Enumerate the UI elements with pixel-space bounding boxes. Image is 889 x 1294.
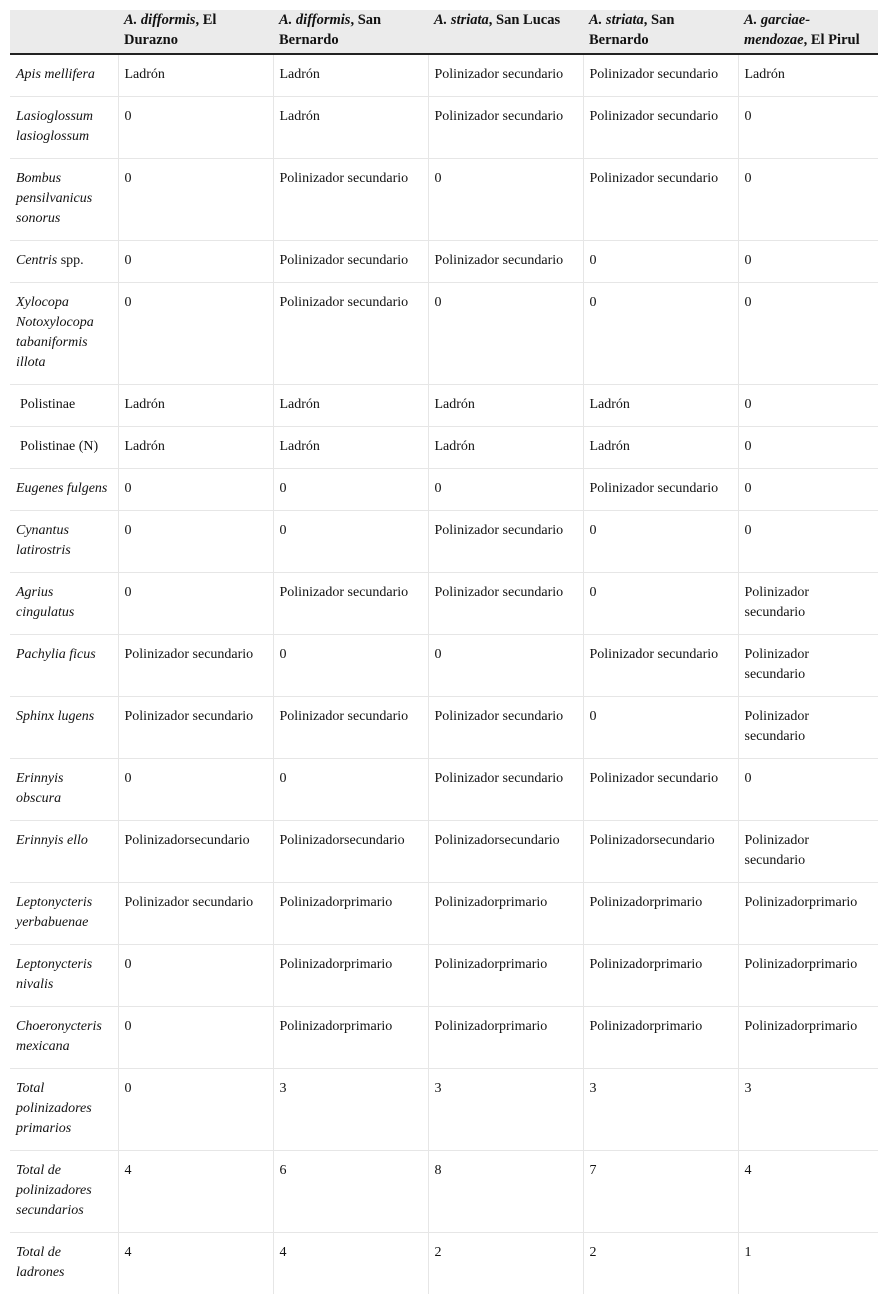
- value-cell: 0: [738, 427, 878, 469]
- total-value-cell: 8: [428, 1151, 583, 1233]
- value-cell: Polinizadorsecundario: [273, 821, 428, 883]
- table-row: [10, 54, 878, 97]
- value-cell: Polinizador secundario: [583, 97, 738, 159]
- table-row: [10, 469, 878, 511]
- value-cell: Polinizador secundario: [428, 54, 583, 97]
- total-label-cell: Total polinizadores primarios: [10, 1069, 118, 1151]
- table-row: [10, 635, 878, 697]
- species-name-cell: Eugenes fulgens: [10, 469, 118, 511]
- species-name-cell: Apis mellifera: [10, 54, 118, 97]
- header-species: A. garciae-mendozae: [744, 12, 810, 48]
- total-value-cell: 7: [583, 1151, 738, 1233]
- value-cell: Polinizadorprimario: [428, 945, 583, 1007]
- value-cell: 0: [583, 573, 738, 635]
- value-cell: 0: [583, 241, 738, 283]
- value-cell: Ladrón: [273, 54, 428, 97]
- value-cell: 0: [738, 241, 878, 283]
- value-cell: Ladrón: [273, 97, 428, 159]
- value-cell: Polinizadorprimario: [428, 1007, 583, 1069]
- value-cell: 0: [118, 945, 273, 1007]
- table-row: [10, 1007, 878, 1069]
- header-location: , San Bernardo: [589, 12, 674, 48]
- species-name-cell: Pachylia ficus: [10, 635, 118, 697]
- value-cell: Polinizador secundario: [738, 573, 878, 635]
- value-cell: Polinizadorsecundario: [428, 821, 583, 883]
- value-cell: 0: [738, 97, 878, 159]
- header-cell-1: [118, 10, 273, 54]
- total-value-cell: 1: [738, 1233, 878, 1294]
- table-row: [10, 159, 878, 241]
- value-cell: Polinizador secundario: [738, 635, 878, 697]
- species-name-cell: Lasioglossum lasioglossum: [10, 97, 118, 159]
- value-cell: Polinizador secundario: [738, 821, 878, 883]
- value-cell: 0: [273, 635, 428, 697]
- value-cell: Polinizador secundario: [583, 635, 738, 697]
- value-cell: 0: [118, 241, 273, 283]
- species-name-cell: Bombus pensilvanicus sonorus: [10, 159, 118, 241]
- value-cell: Ladrón: [273, 427, 428, 469]
- value-cell: 0: [118, 283, 273, 385]
- value-cell: Polinizadorsecundario: [583, 821, 738, 883]
- value-cell: Polinizador secundario: [273, 697, 428, 759]
- value-cell: Polinizadorprimario: [583, 945, 738, 1007]
- total-value-cell: 4: [118, 1233, 273, 1294]
- value-cell: Ladrón: [428, 385, 583, 427]
- value-cell: 0: [738, 511, 878, 573]
- species-name-cell: Cynantus latirostris: [10, 511, 118, 573]
- species-name-cell: Leptonycteris yerbabuenae: [10, 883, 118, 945]
- value-cell: 0: [118, 97, 273, 159]
- total-value-cell: 3: [428, 1069, 583, 1151]
- value-cell: Polinizadorprimario: [273, 883, 428, 945]
- species-name-cell: Xylocopa Notoxylocopa tabaniformis illota: [10, 283, 118, 385]
- value-cell: Polinizadorprimario: [738, 945, 878, 1007]
- value-cell: 0: [118, 159, 273, 241]
- species-suffix: spp.: [57, 253, 83, 268]
- value-cell: 0: [738, 385, 878, 427]
- value-cell: Polinizador secundario: [583, 759, 738, 821]
- value-cell: Polinizadorprimario: [583, 883, 738, 945]
- header-species: A. striata: [434, 12, 489, 28]
- value-cell: 0: [583, 511, 738, 573]
- species-genus: Centris: [16, 253, 57, 268]
- value-cell: Ladrón: [583, 427, 738, 469]
- table-row: [10, 697, 878, 759]
- species-name-cell: Erinnyis obscura: [10, 759, 118, 821]
- value-cell: 0: [738, 759, 878, 821]
- table-row: [10, 759, 878, 821]
- value-cell: 0: [118, 759, 273, 821]
- total-value-cell: 4: [738, 1151, 878, 1233]
- table-row: [10, 427, 878, 469]
- species-name-cell: Agrius cingulatus: [10, 573, 118, 635]
- value-cell: 0: [738, 469, 878, 511]
- header-location: , El Durazno: [124, 12, 216, 48]
- header-blank-cell: [10, 10, 118, 54]
- value-cell: Polinizador secundario: [583, 54, 738, 97]
- species-name-cell: Sphinx lugens: [10, 697, 118, 759]
- header-location: , El Pirul: [804, 32, 860, 48]
- pollinator-table-container: [10, 10, 878, 1294]
- species-name-cell: Polistinae: [10, 385, 118, 427]
- table-row: [10, 511, 878, 573]
- table-row: [10, 945, 878, 1007]
- header-species: A. difformis: [124, 12, 195, 28]
- value-cell: 0: [583, 283, 738, 385]
- header-row: [10, 10, 878, 54]
- value-cell: Polinizador secundario: [428, 697, 583, 759]
- table-row: [10, 385, 878, 427]
- header-cell-3: [428, 10, 583, 54]
- value-cell: Polinizadorprimario: [738, 1007, 878, 1069]
- table-row-total: [10, 1233, 878, 1294]
- value-cell: Polinizador secundario: [118, 635, 273, 697]
- value-cell: 0: [428, 469, 583, 511]
- header-location: , San Bernardo: [279, 12, 381, 48]
- value-cell: Polinizador secundario: [428, 241, 583, 283]
- value-cell: Ladrón: [273, 385, 428, 427]
- table-row: [10, 97, 878, 159]
- species-name-cell: Leptonycteris nivalis: [10, 945, 118, 1007]
- value-cell: 0: [273, 759, 428, 821]
- table-row-total: [10, 1151, 878, 1233]
- header-cell-2: [273, 10, 428, 54]
- value-cell: Polinizadorprimario: [738, 883, 878, 945]
- value-cell: Polinizador secundario: [118, 697, 273, 759]
- header-cell-4: [583, 10, 738, 54]
- table-row: [10, 241, 878, 283]
- header-species: A. difformis: [279, 12, 350, 28]
- value-cell: Polinizador secundario: [583, 469, 738, 511]
- value-cell: Polinizadorprimario: [273, 945, 428, 1007]
- value-cell: Ladrón: [738, 54, 878, 97]
- value-cell: Polinizador secundario: [583, 159, 738, 241]
- value-cell: Polinizador secundario: [118, 883, 273, 945]
- value-cell: Ladrón: [118, 385, 273, 427]
- value-cell: 0: [738, 159, 878, 241]
- total-label-cell: Total de polinizadores secundarios: [10, 1151, 118, 1233]
- value-cell: Polinizador secundario: [273, 241, 428, 283]
- species-name-cell: [10, 241, 118, 283]
- value-cell: Polinizador secundario: [428, 759, 583, 821]
- species-name-cell: Polistinae (N): [10, 427, 118, 469]
- value-cell: 0: [118, 573, 273, 635]
- header-cell-5: [738, 10, 878, 54]
- value-cell: Polinizador secundario: [738, 697, 878, 759]
- value-cell: 0: [738, 283, 878, 385]
- table-row: [10, 573, 878, 635]
- value-cell: 0: [273, 469, 428, 511]
- value-cell: Polinizador secundario: [273, 283, 428, 385]
- total-value-cell: 3: [273, 1069, 428, 1151]
- total-value-cell: 4: [118, 1151, 273, 1233]
- value-cell: Polinizador secundario: [428, 97, 583, 159]
- value-cell: Polinizadorsecundario: [118, 821, 273, 883]
- species-name-cell: Choeronycteris mexicana: [10, 1007, 118, 1069]
- total-value-cell: 4: [273, 1233, 428, 1294]
- value-cell: 0: [583, 697, 738, 759]
- value-cell: 0: [428, 159, 583, 241]
- value-cell: 0: [118, 469, 273, 511]
- total-value-cell: 6: [273, 1151, 428, 1233]
- total-value-cell: 2: [583, 1233, 738, 1294]
- total-label-cell: Total de ladrones: [10, 1233, 118, 1294]
- header-location: , San Lucas: [489, 12, 560, 28]
- pollinator-table: [10, 10, 878, 1294]
- value-cell: 0: [118, 511, 273, 573]
- value-cell: Polinizador secundario: [428, 511, 583, 573]
- value-cell: Ladrón: [118, 54, 273, 97]
- header-species: A. striata: [589, 12, 644, 28]
- table-row: [10, 883, 878, 945]
- value-cell: Ladrón: [428, 427, 583, 469]
- value-cell: 0: [273, 511, 428, 573]
- value-cell: Polinizadorprimario: [428, 883, 583, 945]
- species-name-cell: Erinnyis ello: [10, 821, 118, 883]
- total-value-cell: 3: [738, 1069, 878, 1151]
- value-cell: 0: [428, 283, 583, 385]
- table-row: [10, 283, 878, 385]
- value-cell: Polinizador secundario: [428, 573, 583, 635]
- value-cell: Ladrón: [118, 427, 273, 469]
- value-cell: Polinizador secundario: [273, 573, 428, 635]
- value-cell: 0: [428, 635, 583, 697]
- value-cell: Polinizador secundario: [273, 159, 428, 241]
- value-cell: Polinizadorprimario: [583, 1007, 738, 1069]
- total-value-cell: 3: [583, 1069, 738, 1151]
- total-value-cell: 2: [428, 1233, 583, 1294]
- value-cell: Ladrón: [583, 385, 738, 427]
- table-row: [10, 821, 878, 883]
- value-cell: 0: [118, 1007, 273, 1069]
- table-row-total: [10, 1069, 878, 1151]
- total-value-cell: 0: [118, 1069, 273, 1151]
- value-cell: Polinizadorprimario: [273, 1007, 428, 1069]
